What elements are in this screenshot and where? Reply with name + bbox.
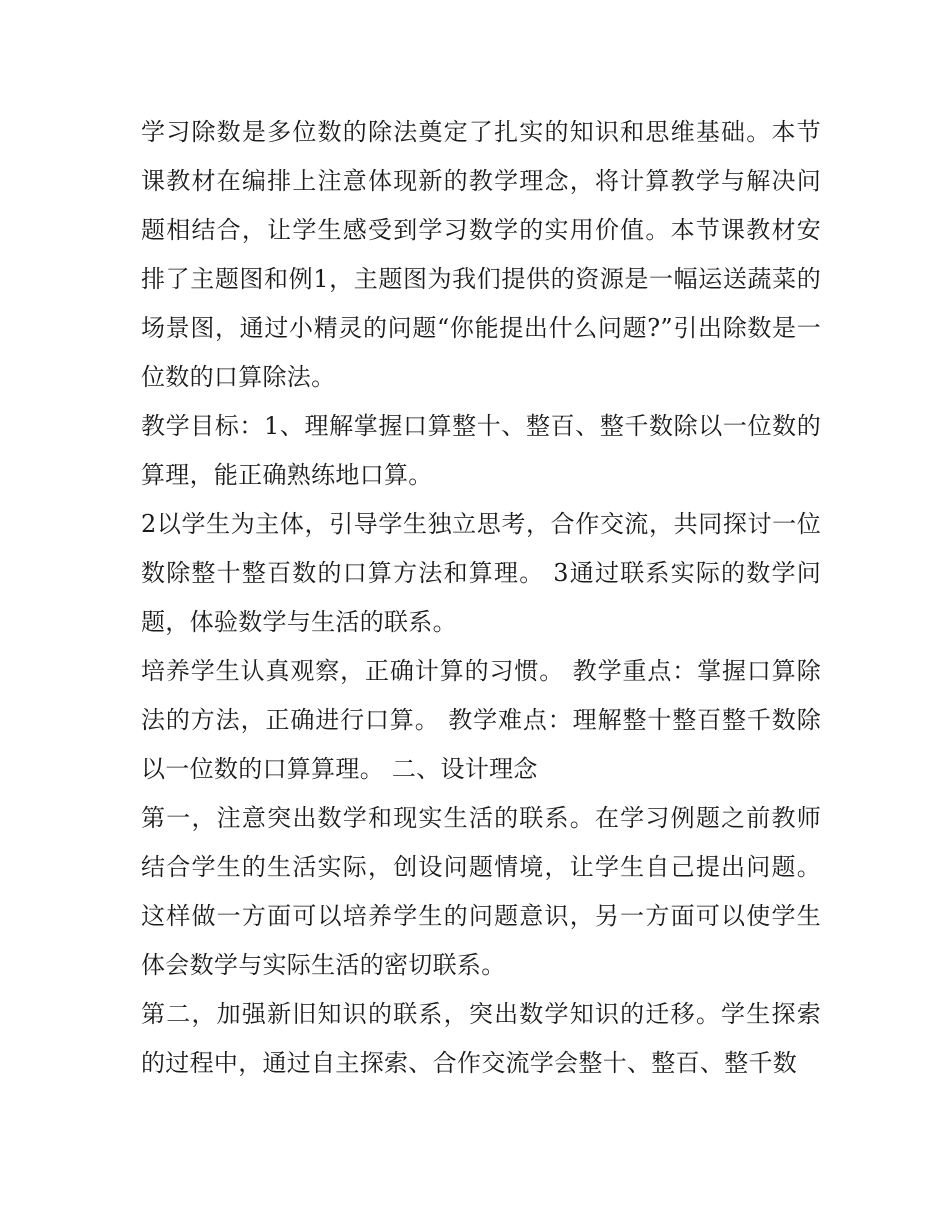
paragraph-key-points: 培养学生认真观察，正确计算的习惯。 教学重点：掌握口算除法的方法，正确进行口算。 教学难点：理解整十整百整千数除以一位数的口算算理。 二、设计理念	[141, 657, 821, 783]
paragraph-teaching-goal-2-3: 2以学生为主体，引导学生独立思考，合作交流，共同探讨一位数除整十整百数的口算方法和算理。 3通过联系实际的数学问题，体验数学与生活的联系。	[141, 510, 821, 636]
paragraph-teaching-goal-1: 教学目标：1、理解掌握口算整十、整百、整千数除以一位数的算理，能正确熟练地口算。	[141, 412, 821, 489]
paragraph-design-first: 第一，注意突出数学和现实生活的联系。在学习例题之前教师结合学生的生活实际，创设问题情境，让学生自己提出问题。这样做一方面可以培养学生的问题意识，另一方面可以使学生体会数学与实际生活的密切联系。	[141, 804, 821, 979]
paragraph-design-second: 第二，加强新旧知识的联系，突出数学知识的迁移。学生探索的过程中，通过自主探索、合作交流学会整十、整百、整千数	[141, 1000, 821, 1077]
paragraph-intro: 学习除数是多位数的除法奠定了扎实的知识和思维基础。本节课教材在编排上注意体现新的教学理念，将计算教学与解决问题相结合，让学生感受到学习数学的实用价值。本节课教材安排了主题图和例1，主题图为我们提供的资源是一幅运送蔬菜的场景图，通过小精灵的问题“你能提出什么问题?”引出除数是一位数的口算除法。	[141, 118, 821, 391]
document-body	[141, 108, 821, 1088]
